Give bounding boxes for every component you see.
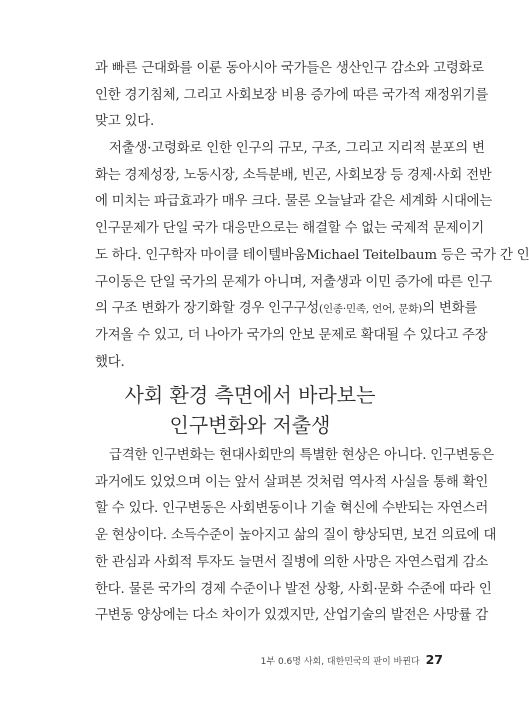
text-line: 할 수 있다. 인구변동은 사회변동이나 기술 혁신에 수반되는 자연스러 [95,501,489,517]
text-line: 맞고 있다. [95,114,155,130]
page-number: 27 [425,652,443,667]
paragraph-1 [95,56,489,136]
section-heading-line-1: 사회 환경 측면에서 바라보는 [124,383,376,407]
text-line: 구이동은 단일 국가의 문제가 아니며, 저출생과 이민 증가에 따른 인구 [95,274,493,290]
section-heading [60,380,440,440]
text-line: 인구문제가 단일 국가 대응만으로는 해결할 수 없는 국제적 문제이기 [95,221,485,237]
text-run: 의 구조 변화가 장기화할 경우 인구구성 [95,301,320,317]
text-line: 구변동 양상에는 다소 차이가 있겠지만, 산업기술의 발전은 사망률 감 [95,608,489,624]
text-line: 운 현상이다. 소득수준이 높아지고 삶의 질이 향상되면, 보건 의료에 대 [95,528,497,544]
page-footer [95,652,443,667]
text-line: 가져올 수 있고, 더 나아가 국가의 안보 문제로 확대될 수 있다고 주장 [95,327,488,343]
text-line: 도 하다. 인구학자 마이클 테이텔바움Michael Teitelbaum 등은 국가 간 인 [95,247,529,263]
text-line: 에 미치는 파급효과가 매우 크다. 물론 오늘날과 같은 세계화 시대에는 [95,194,493,210]
text-line: 급격한 인구변화는 현대사회만의 특별한 현상은 아니다. 인구변동은 [109,448,494,463]
parenthetical-note: (인종·민족, 언어, 문화) [319,303,423,316]
text-line: 화는 경제성장, 노동시장, 소득분배, 빈곤, 사회보장 등 경제·사회 전반 [95,167,492,183]
text-run: 의 변화를 [422,301,478,317]
text-line-mixed [95,296,478,323]
text-line: 했다. [95,354,125,370]
text-line: 과 빠른 근대화를 이룬 동아시아 국가들은 생산인구 감소와 고령화로 [95,61,485,76]
running-title: 1부 0.6명 사회, 대한민국의 판이 바뀐다 [260,657,420,667]
paragraph-2 [95,136,529,376]
text-line: 과거에도 있었으며 이는 앞서 살펴본 것처럼 역사적 사실을 통해 확인 [95,474,489,490]
section-heading-line-2: 인구변화와 저출생 [169,413,331,437]
paragraph-3 [95,443,497,630]
text-line: 인한 경기침체, 그리고 사회보장 비용 증가에 따른 국가적 재정위기를 [95,87,489,103]
text-line: 한 관심과 사회적 투자도 늘면서 질병에 의한 사망은 자연스럽게 감소 [95,554,489,570]
text-line: 저출생·고령화로 인한 인구의 규모, 구조, 그리고 지리적 분포의 변 [109,141,485,156]
text-line: 한다. 물론 국가의 경제 수준이나 발전 상황, 사회·문화 수준에 따라 인 [95,581,492,597]
